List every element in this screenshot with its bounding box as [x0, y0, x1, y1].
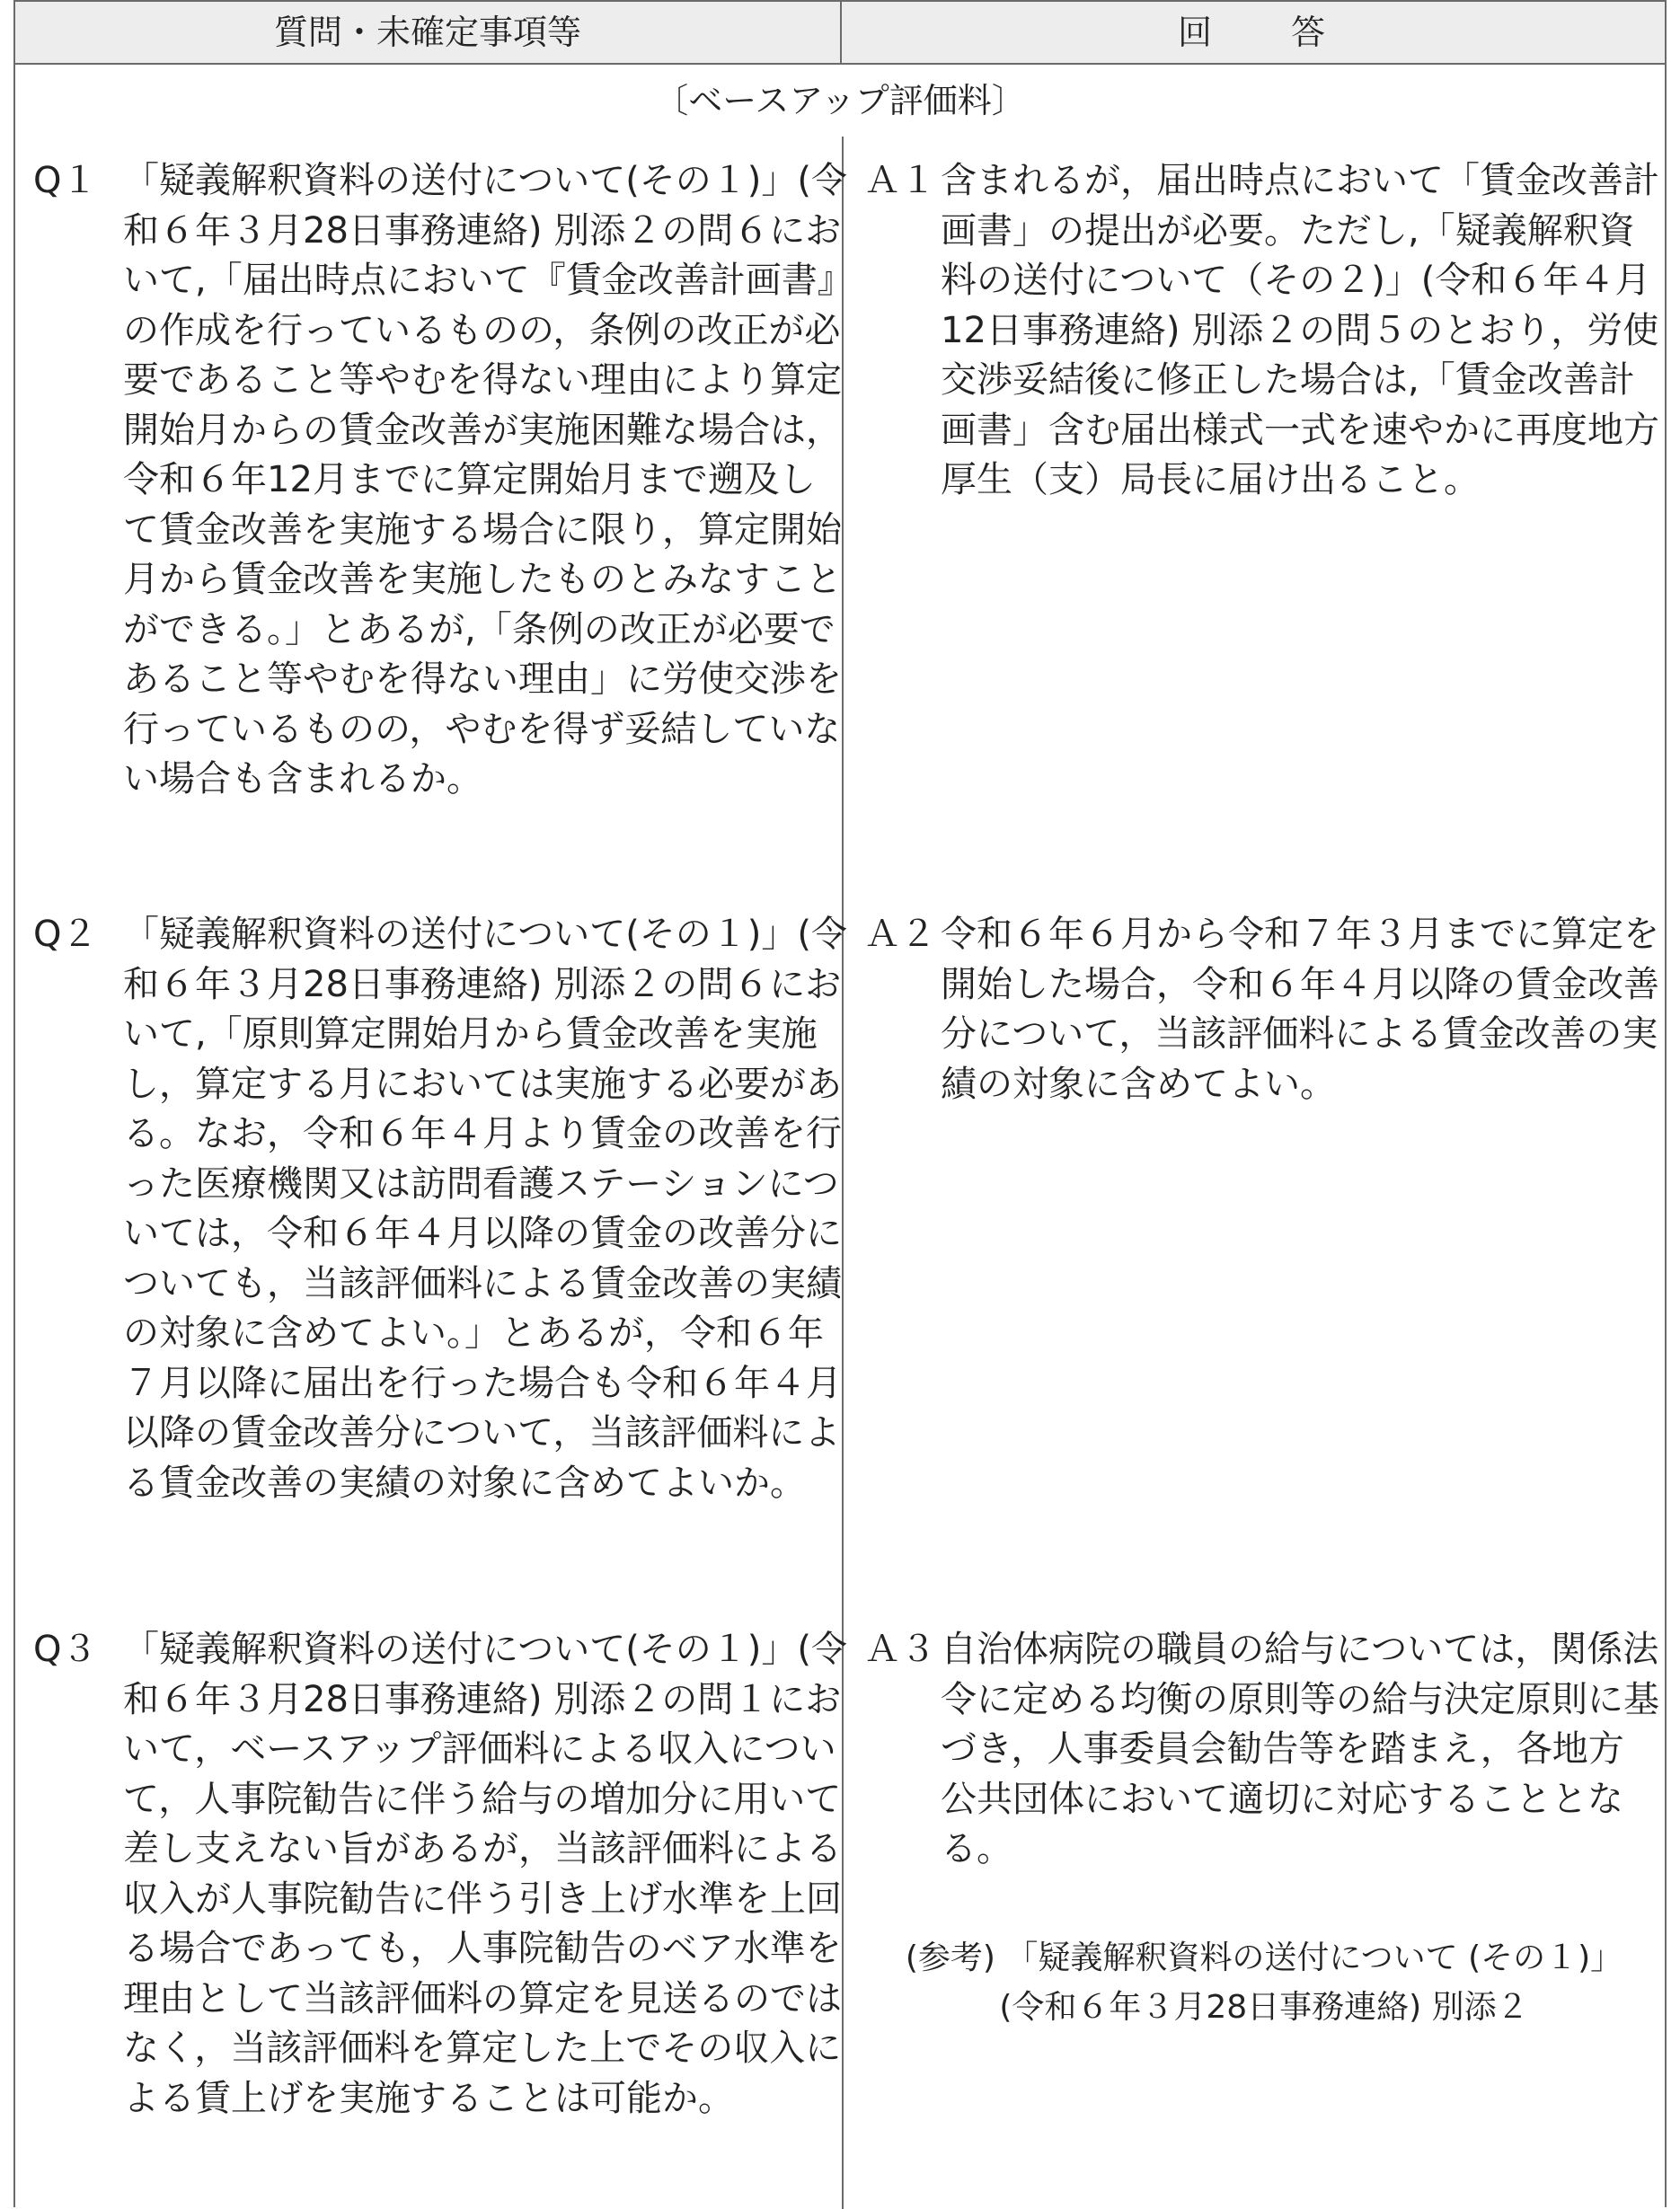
answer-3: [864, 1625, 1659, 1886]
qa-table: [13, 0, 1667, 2207]
answer-label: Ａ２: [864, 914, 936, 955]
answer-1: [864, 156, 1659, 570]
question-label: Q１: [33, 160, 98, 201]
answer-2: [864, 910, 1659, 1117]
question-label: Q２: [33, 914, 98, 955]
answer-column-header: 回 答: [1177, 13, 1329, 52]
answer-label: Ａ１: [864, 160, 936, 201]
reference-note-line-1: (参考) 「疑義解釈資料の送付について (その１)」: [905, 1940, 1623, 1976]
answer-text: 令和６年６月から令和７年３月までに算定を開始した場合，令和６年４月以降の賃金改善分について，当該評価料による賃金改善の実績の対象に含めてよい。: [941, 914, 1659, 1105]
answer-label: Ａ３: [864, 1629, 936, 1670]
section-title: 〔ベースアップ評価料〕: [654, 81, 1026, 120]
table-header: [15, 2, 1665, 65]
answer-text: 自治体病院の職員の給与については，関係法令に定める均衡の原則等の給与決定原則に基づき，人事委員会勧告等を踏まえ，各地方公共団体において適切に対応することとなる。: [941, 1629, 1659, 1869]
question-text: 「疑義解釈資料の送付について(その１)」(令和６年３月28日事務連絡) 別添２の問６において,「原則算定開始月から賃金改善を実施し，算定する月においては実施する必要がある。なお，令和６年４月より賃金の改善を行った医療機関又は訪問看護ステーションについては，令和６年４月以降の賃金の改善分についても，当該評価料による賃金改善の実績の対象に含めてよい。」とあるが，令和６年７月以降に届出を行った場合も令和６年４月以降の賃金改善分について，当該評価料による賃金改善の実績の対象に含めてよいか。: [123, 914, 848, 1504]
question-1: [33, 156, 848, 893]
question-label: Q３: [33, 1629, 98, 1670]
question-text: 「疑義解釈資料の送付について(その１)」(令和６年３月28日事務連絡) 別添２の問１において，ベースアップ評価料による収入について，人事院勧告に伴う給与の増加分に用いて差し支えない旨があるが，当該評価料による収入が人事院勧告に伴う引き上げ水準を上回る場合であっても，人事院勧告のベア水準を理由として当該評価料の算定を見送るのではなく，当該評価料を算定した上でその収入による賃上げを実施することは可能か。: [123, 1629, 848, 2119]
question-3: [33, 1625, 848, 2182]
answer-text: 含まれるが，届出時点において「賃金改善計画書」の提出が必要。ただし,「疑義解釈資料の送付について（その２)」(令和６年４月12日事務連絡) 別添２の問５のとおり，労使交渉妥結後に修正した場合は,「賃金改善計画書」含む届出様式一式を速やかに再度地方厚生（支）局長に届け出ること。: [941, 160, 1659, 500]
question-column-header: 質問・未確定事項等: [15, 2, 842, 63]
reference-note-line-2: (令和６年３月28日事務連絡) 別添２: [999, 1989, 1529, 2026]
question-2: [33, 910, 848, 1611]
question-text: 「疑義解釈資料の送付について(その１)」(令和６年３月28日事務連絡) 別添２の問６において,「届出時点において『賃金改善計画書』の作成を行っているものの，条例の改正が必要であること等やむを得ない理由により算定開始月からの賃金改善が実施困難な場合は，令和６年12月までに算定開始月まで遡及して賃金改善を実施する場合に限り，算定開始月から賃金改善を実施したものとみなすことができる。」とあるが,「条例の改正が必要であること等やむを得ない理由」に労使交渉を行っているものの，やむを得ず妥結していない場合も含まれるか。: [123, 160, 848, 800]
